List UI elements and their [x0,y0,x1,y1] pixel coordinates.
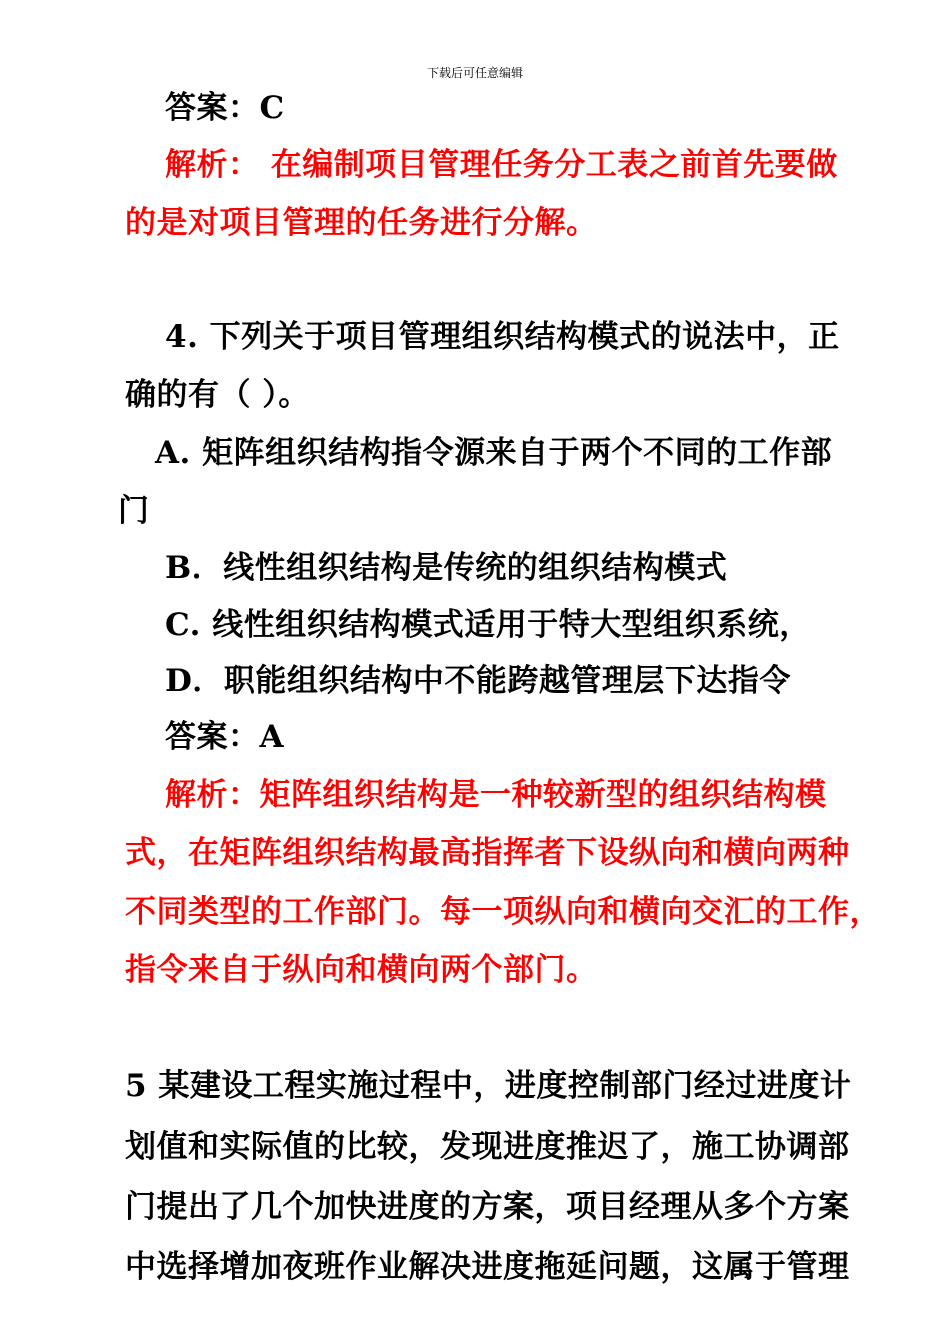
q4-stem-line-1: 4. 下列关于项目管理组织结构模式的说法中，正 [165,319,840,355]
q4-option-a-line-1: A. 矩阵组织结构指令源来自于两个不同的工作部 [155,435,833,471]
q3-analysis-line-2: 的是对项目管理的任务进行分解。 [125,205,598,241]
page-header: 下载后可任意编辑 [426,66,523,80]
q4-analysis-line-2: 式，在矩阵组织结构最高指挥者下设纵向和横向两种 [125,835,850,871]
q4-analysis-line-4: 指令来自于纵向和横向两个部门。 [125,952,598,988]
q3-analysis-line-1: 解析： 在编制项目管理任务分工表之前首先要做 [165,147,838,183]
q4-answer: 答案：A [165,719,285,755]
q5-stem-line-2: 划值和实际值的比较，发现进度推迟了，施工协调部 [125,1129,850,1165]
q5-stem-line-3: 门提出了几个加快进度的方案，项目经理从多个方案 [125,1189,850,1225]
q3-answer: 答案：C [165,90,285,126]
q4-option-a-line-2: 门 [118,493,150,529]
q4-option-d: D．职能组织结构中不能跨越管理层下达指令 [165,663,791,699]
q4-analysis-line-1: 解析：矩阵组织结构是一种较新型的组织结构模 [165,777,827,813]
q4-option-c: C. 线性组织结构模式适用于特大型组织系统， [165,607,811,643]
q4-stem-line-2: 确的有（ ）。 [125,377,310,413]
q5-stem-line-1: 5 某建设工程实施过程中，进度控制部门经过进度计 [125,1068,852,1104]
q4-option-b: B．线性组织结构是传统的组织结构模式 [165,550,728,586]
q4-analysis-line-3: 不同类型的工作部门。每一项纵向和横向交汇的工作， [125,894,881,930]
q5-stem-line-4: 中选择增加夜班作业解决进度拖延问题，这属于管理 [125,1249,850,1285]
